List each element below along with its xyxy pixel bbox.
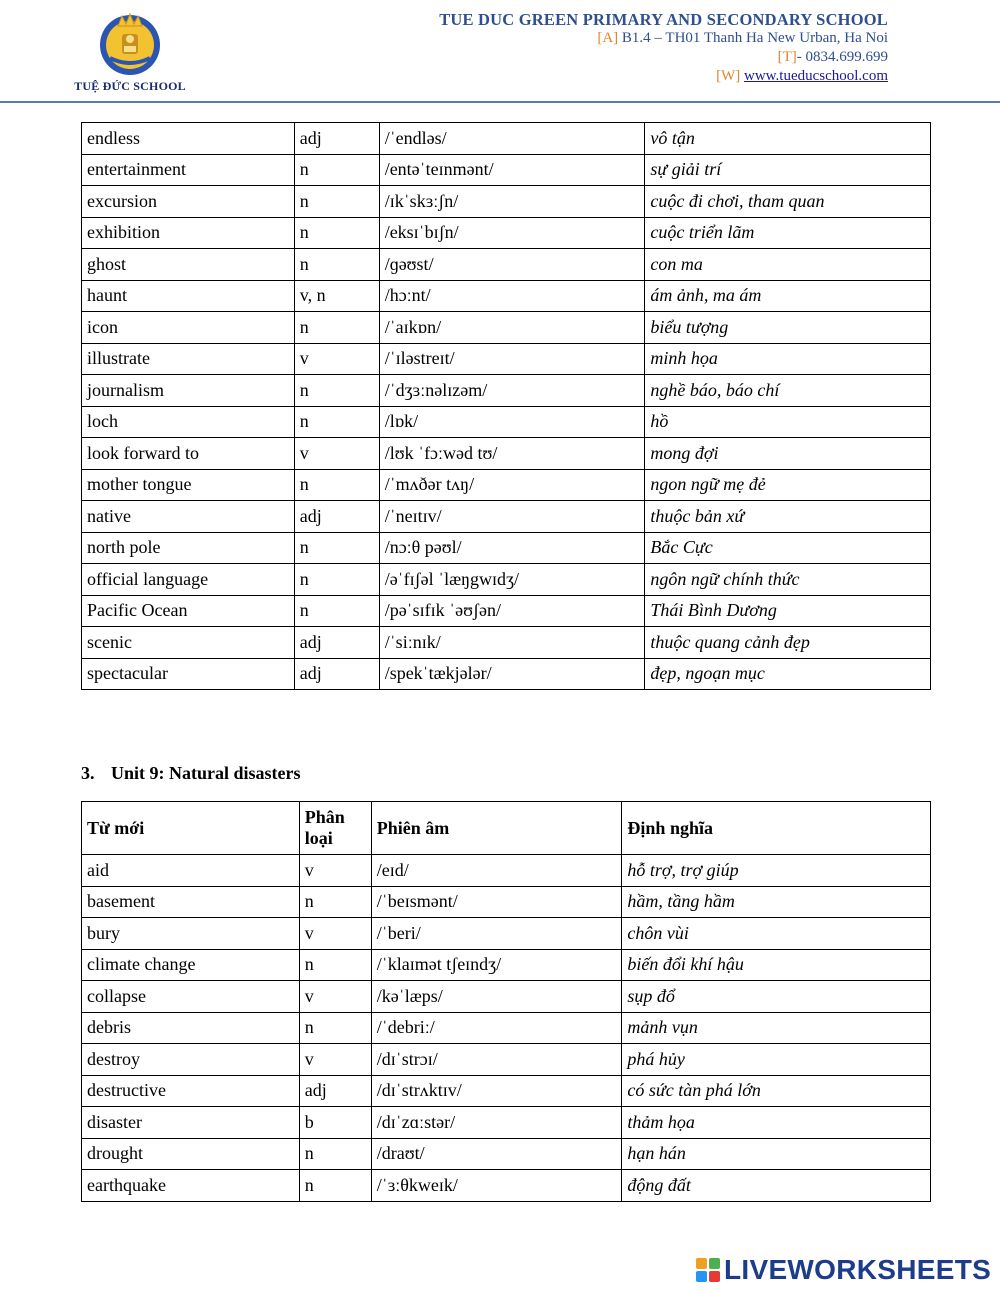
- table-row: [82, 532, 931, 564]
- cell-type: adj: [294, 501, 379, 533]
- cell-ipa: /entəˈteɪnmənt/: [379, 154, 645, 186]
- cell-word: bury: [82, 918, 300, 950]
- brand-square-4: [709, 1271, 720, 1282]
- cell-meaning: hồ: [645, 406, 931, 438]
- cell-meaning: minh họa: [645, 343, 931, 375]
- cell-type: n: [294, 312, 379, 344]
- cell-meaning: Bắc Cực: [645, 532, 931, 564]
- cell-word: drought: [82, 1138, 300, 1170]
- cell-type: n: [299, 1138, 371, 1170]
- cell-meaning: chôn vùi: [622, 918, 931, 950]
- vocabulary-table-unit-8: [81, 122, 931, 690]
- cell-word: haunt: [82, 280, 295, 312]
- cell-type: adj: [299, 1075, 371, 1107]
- cell-word: journalism: [82, 375, 295, 407]
- cell-word: endless: [82, 123, 295, 155]
- cell-type: n: [294, 406, 379, 438]
- cell-type: n: [294, 249, 379, 281]
- cell-type: n: [294, 217, 379, 249]
- cell-ipa: /dɪˈstrɔɪ/: [371, 1044, 622, 1076]
- cell-ipa: /əˈfɪʃəl ˈlæŋgwɪdʒ/: [379, 564, 645, 596]
- cell-meaning: cuộc triển lãm: [645, 217, 931, 249]
- table-row: [82, 186, 931, 218]
- school-name: TUE DUC GREEN PRIMARY AND SECONDARY SCHOOL: [439, 10, 888, 29]
- phone-line: [439, 48, 888, 67]
- cell-word: loch: [82, 406, 295, 438]
- cell-ipa: /ˈsiːnɪk/: [379, 627, 645, 659]
- cell-word: look forward to: [82, 438, 295, 470]
- cell-type: v: [299, 1044, 371, 1076]
- web-line: [439, 67, 888, 86]
- table-row: [82, 1138, 931, 1170]
- cell-word: Pacific Ocean: [82, 595, 295, 627]
- table-row: [82, 280, 931, 312]
- cell-word: illustrate: [82, 343, 295, 375]
- cell-ipa: /lʊk ˈfɔːwəd tʊ/: [379, 438, 645, 470]
- cell-meaning: ngôn ngữ chính thức: [645, 564, 931, 596]
- cell-ipa: /ˈbeɪsmənt/: [371, 886, 622, 918]
- cell-ipa: /kəˈlæps/: [371, 981, 622, 1013]
- cell-meaning: hỗ trợ, trợ giúp: [622, 855, 931, 887]
- cell-ipa: /draʊt/: [371, 1138, 622, 1170]
- cell-ipa: /ˈmʌðər tʌŋ/: [379, 469, 645, 501]
- cell-word: earthquake: [82, 1170, 300, 1202]
- cell-meaning: có sức tàn phá lớn: [622, 1075, 931, 1107]
- table-row: [82, 1012, 931, 1044]
- cell-ipa: /ˈneɪtɪv/: [379, 501, 645, 533]
- header-type-line1: Phân: [304, 807, 345, 827]
- cell-meaning: vô tận: [645, 123, 931, 155]
- table-row: [82, 564, 931, 596]
- cell-ipa: /spekˈtækjələr/: [379, 658, 645, 690]
- cell-type: adj: [294, 658, 379, 690]
- website-link[interactable]: www.tueducschool.com: [744, 68, 888, 84]
- header-ipa: Phiên âm: [371, 802, 622, 855]
- cell-word: climate change: [82, 949, 300, 981]
- cell-type: v: [299, 918, 371, 950]
- vocabulary-table-body: [82, 855, 931, 1202]
- web-key: [W]: [716, 68, 741, 84]
- vocabulary-table-body: [82, 123, 931, 690]
- cell-ipa: /ˈberi/: [371, 918, 622, 950]
- cell-meaning: biểu tượng: [645, 312, 931, 344]
- cell-type: v: [294, 343, 379, 375]
- cell-word: north pole: [82, 532, 295, 564]
- cell-ipa: /eksɪˈbɪʃn/: [379, 217, 645, 249]
- cell-word: native: [82, 501, 295, 533]
- table-row: [82, 343, 931, 375]
- cell-ipa: /ɪkˈskɜːʃn/: [379, 186, 645, 218]
- cell-word: basement: [82, 886, 300, 918]
- header-meaning: Định nghĩa: [622, 802, 931, 855]
- table-row: [82, 949, 931, 981]
- cell-meaning: hầm, tầng hầm: [622, 886, 931, 918]
- cell-type: n: [299, 886, 371, 918]
- cell-type: adj: [294, 627, 379, 659]
- cell-ipa: /ˈendləs/: [379, 123, 645, 155]
- table-row: [82, 918, 931, 950]
- section-title: Unit 9: Natural disasters: [111, 763, 301, 783]
- cell-word: debris: [82, 1012, 300, 1044]
- table-row: [82, 375, 931, 407]
- cell-ipa: /lɒk/: [379, 406, 645, 438]
- cell-word: destroy: [82, 1044, 300, 1076]
- cell-ipa: /ɡəʊst/: [379, 249, 645, 281]
- cell-word: mother tongue: [82, 469, 295, 501]
- cell-ipa: /eɪd/: [371, 855, 622, 887]
- table-row: [82, 855, 931, 887]
- cell-type: v: [299, 855, 371, 887]
- address-line: [439, 29, 888, 48]
- cell-word: spectacular: [82, 658, 295, 690]
- cell-type: n: [294, 186, 379, 218]
- cell-word: icon: [82, 312, 295, 344]
- brand-square-1: [696, 1258, 707, 1269]
- cell-meaning: biến đổi khí hậu: [622, 949, 931, 981]
- cell-ipa: /ˈɪləstreɪt/: [379, 343, 645, 375]
- table-row: [82, 438, 931, 470]
- logo-caption: TUỆ ĐỨC SCHOOL: [74, 79, 186, 93]
- cell-type: n: [299, 949, 371, 981]
- address-key: [A]: [597, 30, 619, 46]
- table-row: [82, 1107, 931, 1139]
- page-header: [0, 0, 1000, 104]
- cell-type: v: [299, 981, 371, 1013]
- cell-meaning: ngon ngữ mẹ đẻ: [645, 469, 931, 501]
- brand-name: LIVEWORKSHEETS: [724, 1254, 992, 1285]
- cell-meaning: sụp đổ: [622, 981, 931, 1013]
- cell-meaning: mảnh vụn: [622, 1012, 931, 1044]
- cell-word: destructive: [82, 1075, 300, 1107]
- cell-ipa: /ˈklaɪmət tʃeɪndʒ/: [371, 949, 622, 981]
- table-row: [82, 501, 931, 533]
- cell-ipa: /hɔːnt/: [379, 280, 645, 312]
- cell-type: n: [294, 564, 379, 596]
- cell-meaning: hạn hán: [622, 1138, 931, 1170]
- cell-type: n: [294, 375, 379, 407]
- vocabulary-table-unit-9: [81, 801, 931, 1202]
- cell-word: aid: [82, 855, 300, 887]
- table-row: [82, 658, 931, 690]
- header-word: Từ mới: [82, 802, 300, 855]
- cell-word: ghost: [82, 249, 295, 281]
- header-type: [299, 802, 371, 855]
- cell-word: disaster: [82, 1107, 300, 1139]
- cell-type: adj: [294, 123, 379, 155]
- table-row: [82, 249, 931, 281]
- cell-type: v: [294, 438, 379, 470]
- table-row: [82, 469, 931, 501]
- cell-meaning: mong đợi: [645, 438, 931, 470]
- cell-meaning: sự giải trí: [645, 154, 931, 186]
- table-row: [82, 627, 931, 659]
- school-crest-icon: [98, 12, 162, 78]
- cell-meaning: động đất: [622, 1170, 931, 1202]
- cell-meaning: thuộc bản xứ: [645, 501, 931, 533]
- cell-type: n: [294, 532, 379, 564]
- cell-meaning: ám ảnh, ma ám: [645, 280, 931, 312]
- cell-type: b: [299, 1107, 371, 1139]
- cell-word: entertainment: [82, 154, 295, 186]
- table-row: [82, 1044, 931, 1076]
- brand-logo-icon: [696, 1258, 720, 1282]
- liveworksheets-brand: [696, 1254, 991, 1286]
- cell-meaning: nghề báo, báo chí: [645, 375, 931, 407]
- cell-ipa: /ˈaɪkɒn/: [379, 312, 645, 344]
- cell-type: n: [294, 154, 379, 186]
- cell-meaning: phá hủy: [622, 1044, 931, 1076]
- cell-meaning: con ma: [645, 249, 931, 281]
- cell-meaning: Thái Bình Dương: [645, 595, 931, 627]
- header-divider: [0, 101, 1000, 103]
- cell-ipa: /nɔːθ pəʊl/: [379, 532, 645, 564]
- cell-meaning: thuộc quang cảnh đẹp: [645, 627, 931, 659]
- brand-square-2: [709, 1258, 720, 1269]
- cell-type: n: [299, 1170, 371, 1202]
- brand-square-3: [696, 1271, 707, 1282]
- section-number: 3.: [81, 763, 95, 783]
- table-row: [82, 123, 931, 155]
- cell-type: n: [294, 469, 379, 501]
- cell-type: n: [299, 1012, 371, 1044]
- table-row: [82, 154, 931, 186]
- table-header-row: [82, 802, 931, 855]
- table-row: [82, 595, 931, 627]
- cell-type: v, n: [294, 280, 379, 312]
- phone-text: - 0834.699.699: [796, 49, 888, 65]
- cell-word: excursion: [82, 186, 295, 218]
- table-row: [82, 1075, 931, 1107]
- table-row: [82, 886, 931, 918]
- cell-ipa: /ˈdʒɜːnəlɪzəm/: [379, 375, 645, 407]
- cell-ipa: /ˈɜːθkweɪk/: [371, 1170, 622, 1202]
- table-row: [82, 1170, 931, 1202]
- cell-ipa: /pəˈsɪfɪk ˈəʊʃən/: [379, 595, 645, 627]
- school-logo: [70, 12, 190, 98]
- cell-word: scenic: [82, 627, 295, 659]
- address-text: B1.4 – TH01 Thanh Ha New Urban, Ha Noi: [618, 30, 888, 46]
- school-contact-block: [439, 10, 888, 86]
- cell-word: exhibition: [82, 217, 295, 249]
- cell-ipa: /dɪˈzɑːstər/: [371, 1107, 622, 1139]
- header-type-line2: loại: [304, 828, 333, 848]
- cell-meaning: thảm họa: [622, 1107, 931, 1139]
- cell-word: official language: [82, 564, 295, 596]
- cell-meaning: đẹp, ngoạn mục: [645, 658, 931, 690]
- table-row: [82, 406, 931, 438]
- phone-key: [T]: [777, 49, 797, 65]
- cell-word: collapse: [82, 981, 300, 1013]
- cell-meaning: cuộc đi chơi, tham quan: [645, 186, 931, 218]
- section-heading-unit-9: [81, 763, 301, 784]
- cell-type: n: [294, 595, 379, 627]
- table-row: [82, 981, 931, 1013]
- cell-ipa: /dɪˈstrʌktɪv/: [371, 1075, 622, 1107]
- cell-ipa: /ˈdebriː/: [371, 1012, 622, 1044]
- table-row: [82, 312, 931, 344]
- table-row: [82, 217, 931, 249]
